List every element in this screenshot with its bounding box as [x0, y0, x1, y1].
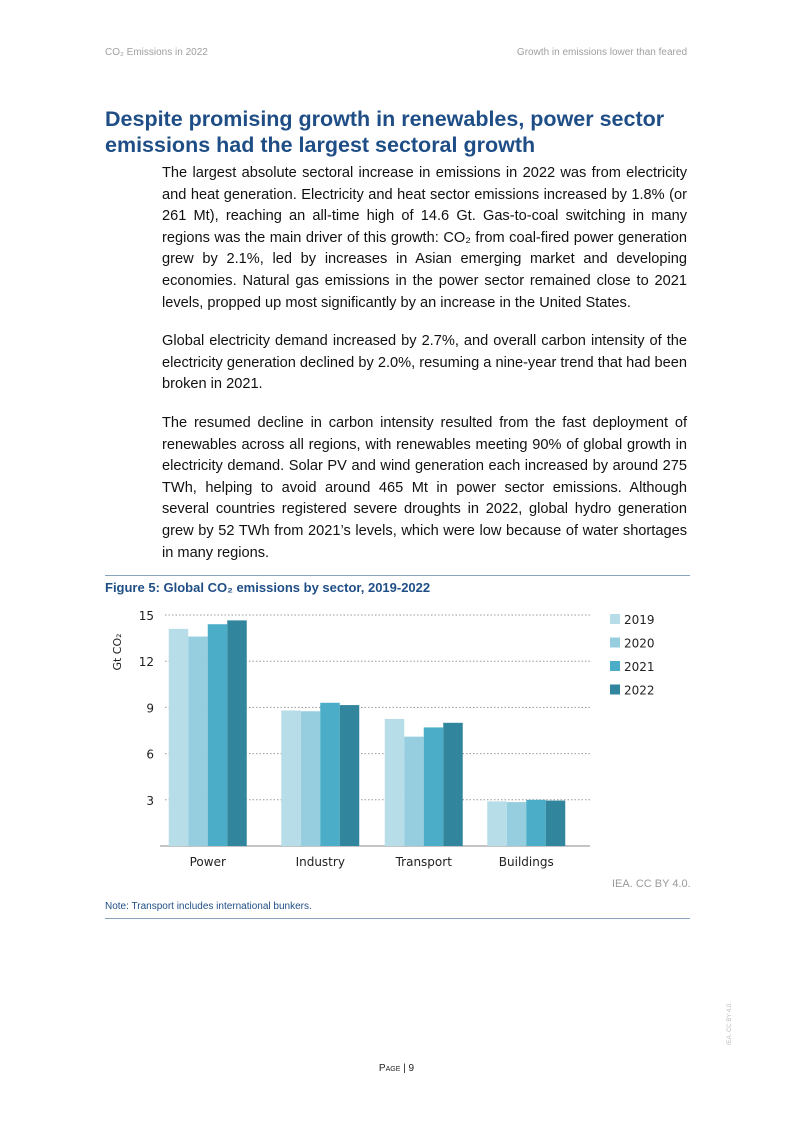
bar-buildings-2021 — [526, 800, 546, 846]
legend-swatch-2019 — [610, 614, 620, 624]
y-tick-label: 15 — [138, 609, 154, 623]
bar-industry-2019 — [281, 710, 301, 846]
side-license: IEA. CC BY 4.0. — [727, 1002, 733, 1045]
figure-note: Note: Transport includes international bunkers. — [105, 901, 312, 912]
bar-buildings-2019 — [487, 801, 507, 846]
bar-transport-2022 — [443, 723, 463, 846]
y-axis-label: Gt CO₂ — [111, 633, 124, 671]
bar-power-2019 — [169, 629, 189, 846]
paragraph: Global electricity demand increased by 2.7%, and overall carbon intensity of the electricity generation declined by 2.0%, resuming a nine-year trend that had been broken in 2021. — [162, 333, 687, 393]
page-number — [0, 1063, 793, 1074]
page-label: Page — [378, 1063, 401, 1074]
y-tick-label: 6 — [146, 747, 154, 762]
header-left: CO₂ Emissions in 2022 — [105, 47, 208, 58]
legend-label: 2022 — [624, 683, 655, 698]
legend-label: 2019 — [624, 613, 655, 627]
bar-industry-2021 — [320, 703, 340, 846]
legend-label: 2020 — [624, 636, 655, 651]
bar-transport-2020 — [404, 737, 424, 846]
page-number-value: | 9 — [403, 1063, 415, 1074]
y-tick-label: 9 — [146, 701, 154, 716]
bar-buildings-2020 — [507, 802, 527, 846]
bar-power-2020 — [188, 637, 208, 846]
y-tick-label: 3 — [146, 793, 154, 808]
paragraph: The resumed decline in carbon intensity resulted from the fast deployment of renewables across all regions, with renewables meeting 90% of global growth in electricity demand. Solar PV and wind generation each increased by around 275 TWh, helping to avoid around 465 Mt in power sector emissions. Although several countries registered severe droughts in 2022, global hydro generation grew by 52 TWh from 2021’s levels, which were low because of water shortages in many regions. — [162, 414, 687, 561]
x-tick-label: Industry — [295, 855, 345, 869]
x-tick-label: Buildings — [498, 855, 554, 869]
x-tick-label: Power — [189, 855, 226, 869]
bar-power-2022 — [227, 620, 247, 846]
figure-bottom-rule — [105, 918, 690, 919]
legend-swatch-2021 — [610, 661, 620, 671]
bar-transport-2019 — [385, 719, 405, 846]
y-tick-label: 12 — [138, 655, 154, 670]
bar-industry-2022 — [340, 705, 360, 846]
figure-title: Figure 5: Global CO₂ emissions by sector, 2019-2022 — [105, 580, 431, 595]
bar-power-2021 — [208, 624, 228, 846]
header-right: Growth in emissions lower than feared — [516, 47, 687, 58]
section-title: Despite promising growth in renewables, power sector emissions had the largest sectoral growth — [105, 107, 665, 157]
legend-swatch-2020 — [610, 638, 620, 648]
bar-transport-2021 — [424, 727, 444, 846]
bar-industry-2020 — [301, 711, 321, 846]
x-tick-label: Transport — [395, 855, 452, 869]
figure-credit: IEA. CC BY 4.0. — [612, 878, 691, 890]
bar-buildings-2022 — [546, 801, 566, 846]
paragraph: The largest absolute sectoral increase in emissions in 2022 was from electricity and heat generation. Electricity and heat sector emissions increased by 1.8% (or 261 Mt), reaching an all-time high of 14.6 Gt. Gas-to-coal switching in many regions was the main driver of this growth: CO₂ from coal-fired power generation grew by 2.1%, led by increases in Asian emerging market and developing economies. Natural gas emissions in the power sector remained close to 2021 levels, propped up most significantly by an increase in the United States. — [162, 165, 687, 311]
legend-swatch-2022 — [610, 685, 620, 695]
legend-label: 2021 — [624, 660, 655, 674]
